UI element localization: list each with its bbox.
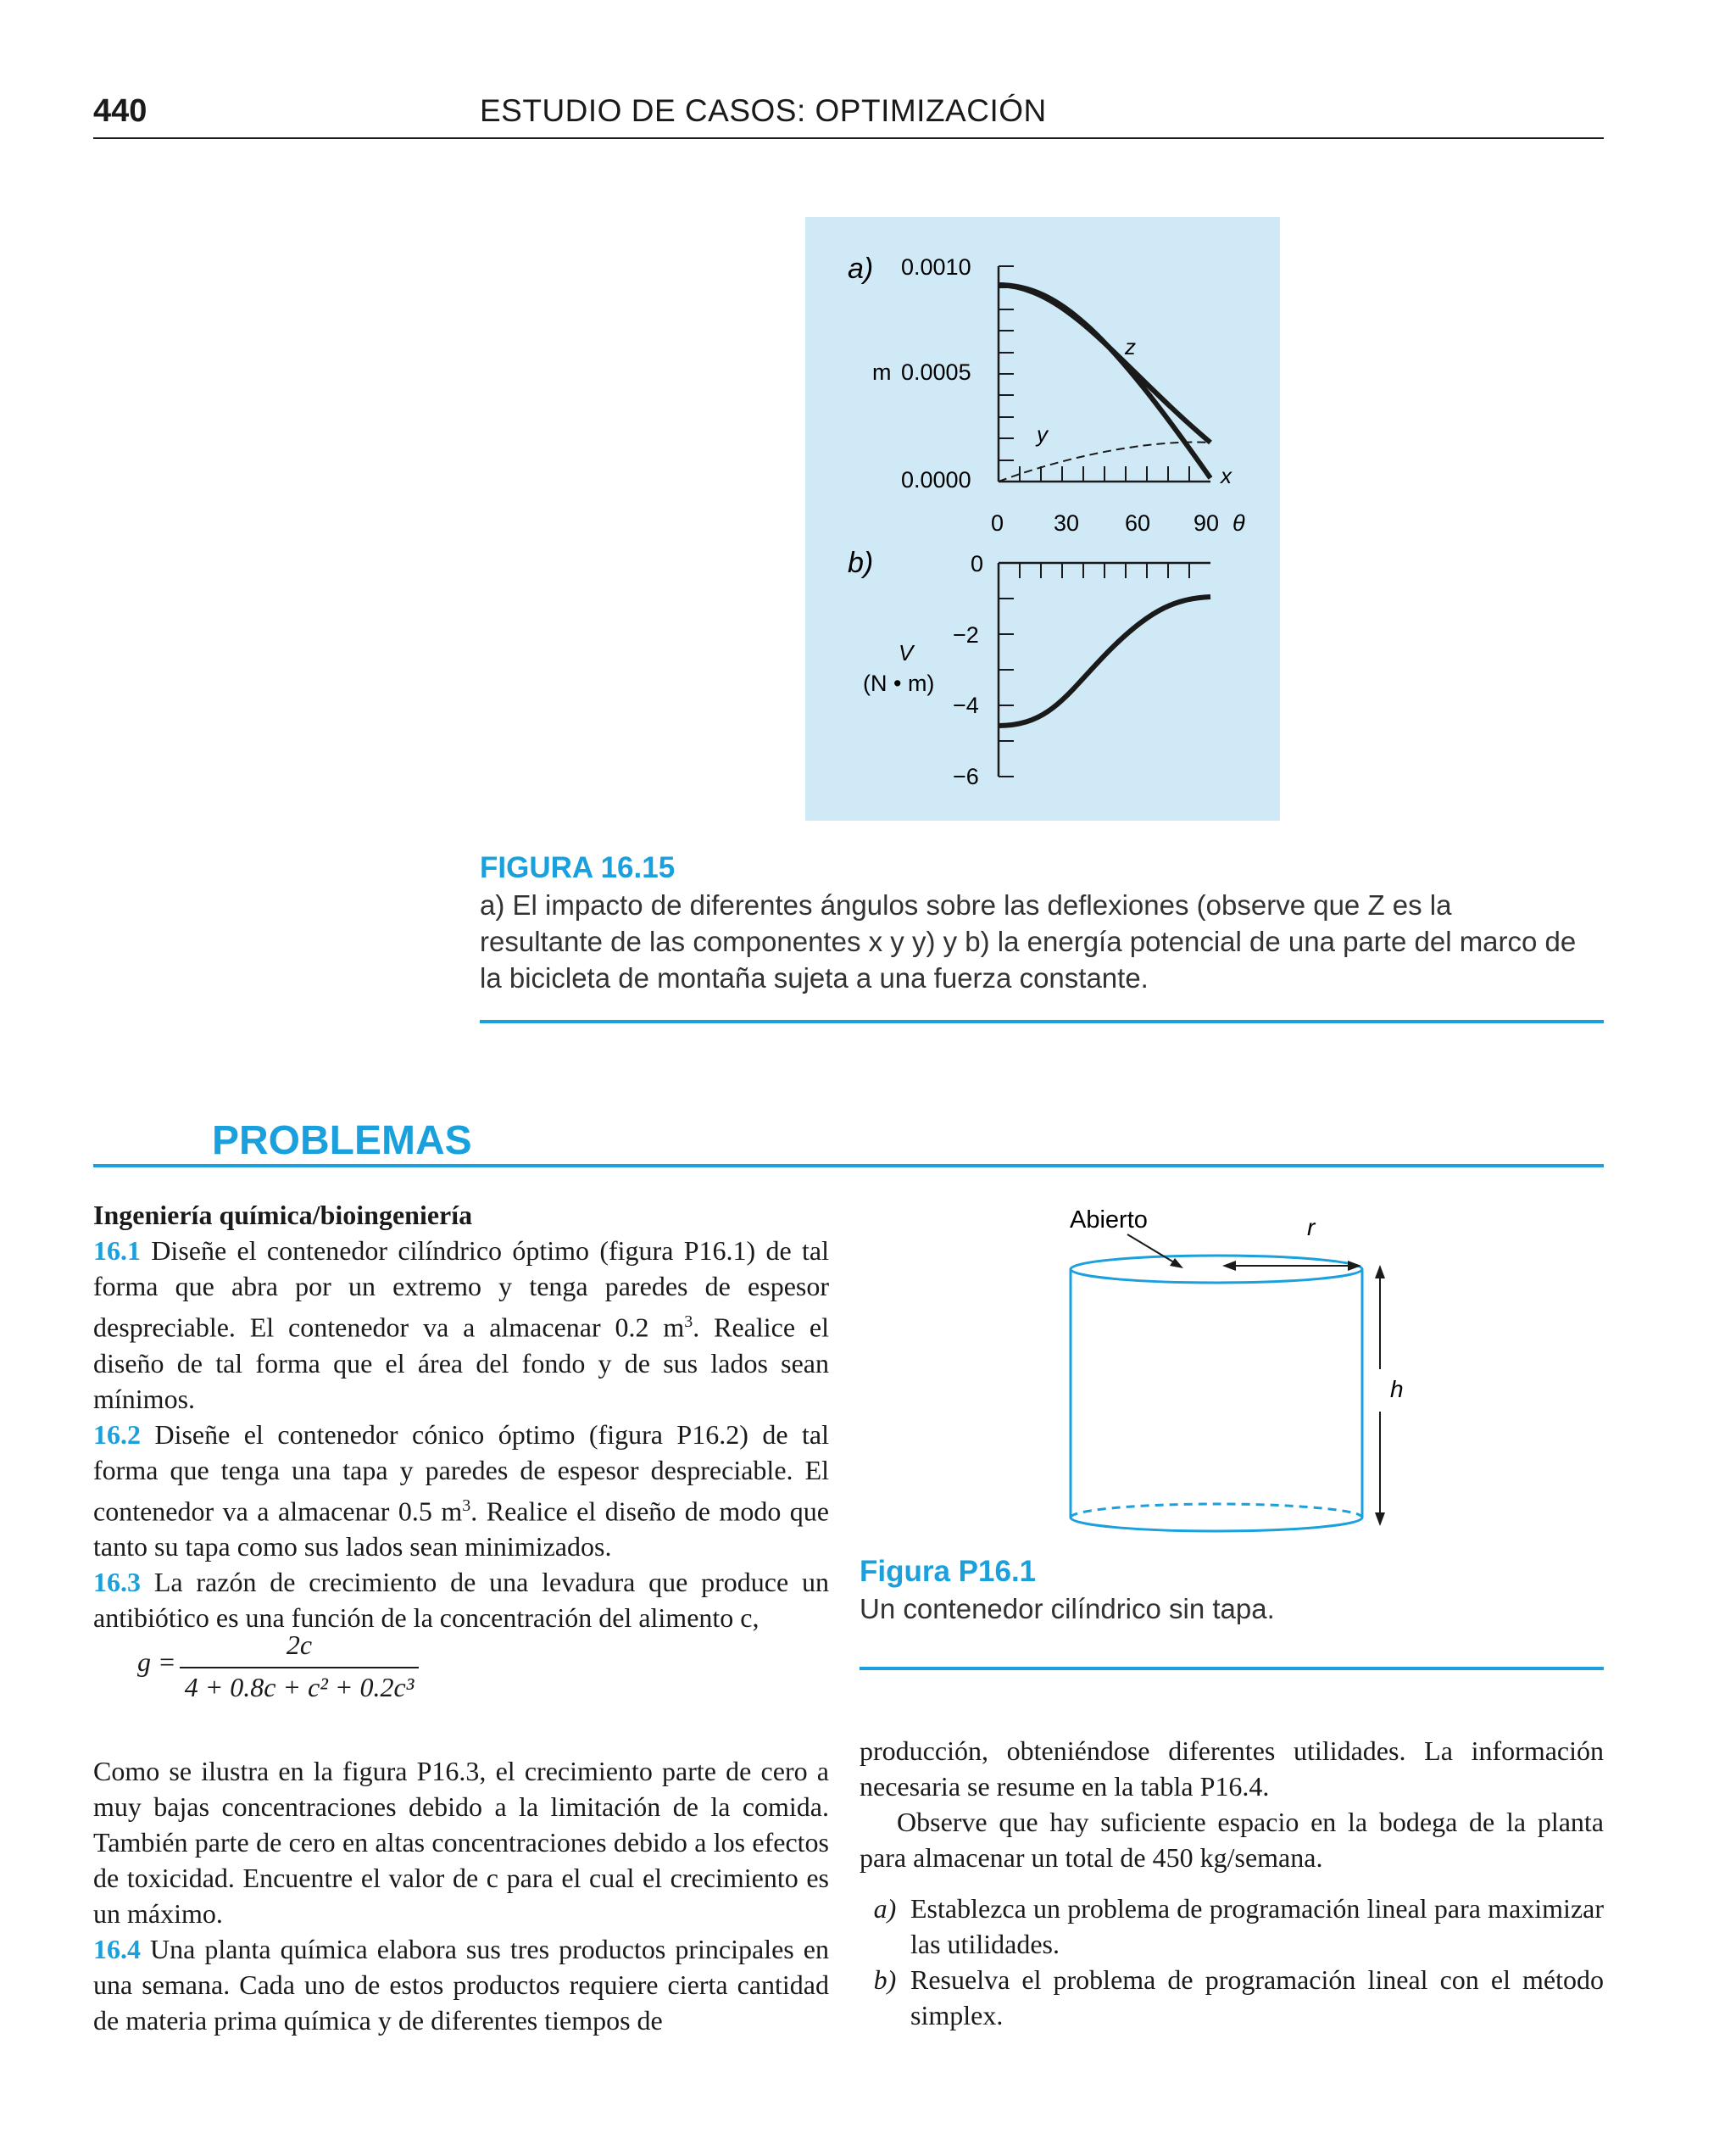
open-label: Abierto — [1070, 1206, 1148, 1234]
figure-p16-1-caption-text: Un contenedor cilíndrico sin tapa. — [860, 1593, 1275, 1624]
radius-arrow-head-left — [1222, 1261, 1236, 1271]
problem-16-1-sup: 3 — [684, 1312, 693, 1331]
problem-16-2-number: 16.2 — [93, 1418, 141, 1450]
problems-rule — [93, 1164, 1604, 1167]
running-header-title: ESTUDIO DE CASOS: OPTIMIZACIÓN — [480, 93, 1047, 128]
cylinder-bottom-back — [1071, 1504, 1362, 1518]
problem-16-2 — [93, 1417, 829, 1565]
right-column — [860, 1733, 1604, 2033]
problem-16-3-number: 16.3 — [93, 1567, 141, 1598]
problem-16-1-text-b: . Realice el diseño de tal forma que el área del fondo y de sus lados sean mínimos. — [93, 1312, 830, 1414]
problem-16-3-text: La razón de crecimiento de una levadura que produce un antibiótico es una función de la concentración del alimento c, — [93, 1567, 829, 1634]
height-label: h — [1390, 1376, 1404, 1402]
page-number: 440 — [93, 93, 147, 129]
figure-p16-1-caption-title: Figura P16.1 — [860, 1555, 1037, 1588]
problem-16-1-text-a: Diseñe el contenedor cilíndrico óptimo (figura P16.1) de tal forma que abra por un extremo y tenga paredes de espesor despreciable. El contenedor va a almacenar 0.2 m — [93, 1235, 829, 1343]
panel-b-label: b) — [848, 547, 874, 579]
b-ytick-4: −4 — [953, 693, 979, 718]
problem-16-4-continued: producción, obteniéndose diferentes utilidades. La información necesaria se resume en la tabla P16.4. — [860, 1735, 1604, 1802]
a-xtick-0: 0 — [991, 510, 1004, 536]
b-ytick-0: 0 — [971, 551, 984, 576]
figure-p16-1-rule — [860, 1667, 1604, 1670]
section-subhead: Ingeniería química/bioingeniería — [93, 1200, 473, 1230]
problem-16-2-text-b: . Realice el diseño de modo que tanto su tapa como sus lados sean minimizados. — [93, 1496, 830, 1562]
list-item-b — [860, 1962, 1604, 2033]
left-column-continued — [93, 1753, 829, 2038]
a-yunit: m — [872, 359, 892, 385]
equation-lhs: g = — [137, 1646, 176, 1677]
list-item-a-label: a) — [873, 1893, 897, 1924]
a-xtick-30: 30 — [1054, 510, 1080, 536]
figure-16-15-caption-title: FIGURA 16.15 — [480, 851, 676, 884]
equation-denominator: 4 + 0.8c + c² + 0.2c³ — [184, 1672, 415, 1702]
list-item-b-text: Resuelva el problema de programación lineal con el método simplex. — [910, 1964, 1604, 2030]
a-xtick-60: 60 — [1125, 510, 1151, 536]
figure-16-15-rule — [480, 1020, 1604, 1023]
radius-label: r — [1307, 1214, 1316, 1240]
curve-z — [999, 285, 1210, 443]
left-column — [93, 1197, 829, 1635]
curve-v — [999, 597, 1210, 726]
open-pointer-head — [1170, 1258, 1183, 1268]
a-x-ticks — [1020, 466, 1189, 482]
problems-heading: PROBLEMAS — [212, 1118, 472, 1163]
curve-x-label: x — [1221, 463, 1232, 488]
problem-16-4 — [93, 1931, 829, 2038]
curve-y-label: y — [1037, 421, 1048, 447]
list-item-a-text: Establezca un problema de programación lineal para maximizar las utilidades. — [910, 1893, 1604, 1959]
header-rule — [93, 137, 1604, 139]
figure-16-15-caption-text: a) El impacto de diferentes ángulos sobre las deflexiones (observe que Z es la resultante de las componentes x y y) y b) la energía potencial de una parte del marco de la bicicleta de montaña sujeta a una fuerza constante. — [480, 889, 1577, 994]
equation-numerator: 2c — [286, 1629, 313, 1660]
panel-a-label: a) — [848, 253, 874, 285]
b-ytick-2: −2 — [953, 622, 979, 648]
problem-16-2-sup: 3 — [462, 1496, 471, 1515]
curve-x — [999, 285, 1210, 478]
height-arrow-head-top — [1375, 1265, 1385, 1278]
storage-paragraph: Observe que hay suficiente espacio en la bodega de la planta para almacenar un total de 450 kg/semana. — [860, 1807, 1604, 1873]
figure-p16-1-cylinder — [1060, 1195, 1433, 1535]
problem-16-2-text-a: Diseñe el contenedor cónico óptimo (figura P16.2) de tal forma que tenga una tapa y paredes de espesor despreciable. El contenedor va a almacenar 0.5 m — [93, 1418, 829, 1527]
radius-arrow-head-right — [1348, 1261, 1361, 1271]
b-ytick-6: −6 — [953, 764, 979, 789]
a-ytick-mid: 0.0005 — [901, 359, 971, 385]
figure-16-15-plot — [805, 217, 1280, 821]
b-y-ticks — [999, 599, 1014, 777]
problem-16-1 — [93, 1233, 829, 1417]
list-item-a — [860, 1891, 1604, 1962]
problem-16-3-continued: Como se ilustra en la figura P16.3, el crecimiento parte de cero a muy bajas concentraciones debido a la limitación de la comida. También parte de cero en altas concentraciones debido a los efectos de toxicidad. Encuentre el valor de c para el cual el crecimiento es un máximo. — [93, 1756, 829, 1929]
equation-fraction-bar — [180, 1667, 419, 1668]
problem-16-3 — [93, 1564, 829, 1635]
b-x-ticks — [1020, 563, 1189, 578]
b-ylabel-v: V — [899, 640, 914, 666]
height-arrow-head-bottom — [1375, 1512, 1385, 1526]
curve-z-label: z — [1125, 334, 1136, 359]
problem-16-1-number: 16.1 — [93, 1235, 141, 1266]
cylinder-top-rim — [1071, 1256, 1362, 1283]
b-ylabel-unit: (N • m) — [863, 671, 935, 696]
list-item-b-label: b) — [873, 1964, 897, 1995]
a-xunit: θ — [1232, 510, 1245, 536]
open-pointer — [1127, 1234, 1178, 1265]
a-xtick-90: 90 — [1194, 510, 1220, 536]
a-ytick-top: 0.0010 — [901, 254, 971, 280]
a-y-ticks — [999, 266, 1014, 460]
problem-16-4-text: Una planta química elabora sus tres productos principales en una semana. Cada uno de estos productos requiere cierta cantidad de materia prima química y de diferentes tiempos de — [93, 1934, 829, 2036]
a-ytick-bottom: 0.0000 — [901, 467, 971, 493]
cylinder-bottom-front — [1071, 1518, 1362, 1531]
problem-16-4-number: 16.4 — [93, 1934, 141, 1964]
